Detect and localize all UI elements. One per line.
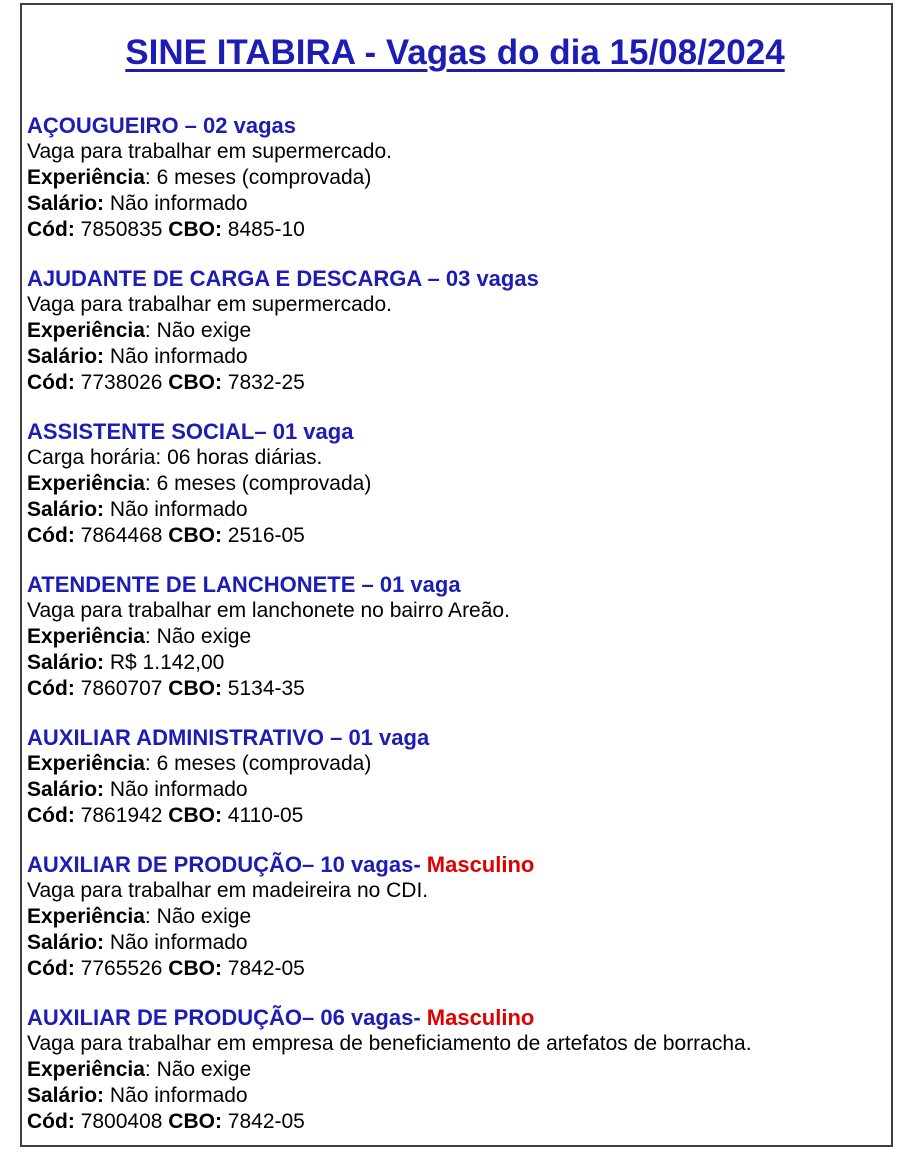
experience-label: Experiência bbox=[27, 752, 145, 775]
job-title bbox=[27, 852, 883, 878]
cbo-label: CBO: bbox=[168, 804, 222, 827]
cbo-label: CBO: bbox=[168, 1110, 222, 1133]
experience-label: Experiência bbox=[27, 166, 145, 189]
salary-label: Salário: bbox=[27, 192, 105, 215]
job-salary-line bbox=[27, 650, 883, 676]
document-page bbox=[20, 3, 893, 1147]
experience-label: Experiência bbox=[27, 319, 145, 342]
job-title-text: AUXILIAR DE PRODUÇÃO– 06 vagas- bbox=[27, 1005, 427, 1030]
job-experience-line bbox=[27, 318, 883, 344]
job-listing-assistente-social bbox=[27, 419, 883, 549]
salary-value: R$ 1.142,00 bbox=[109, 651, 225, 674]
job-code-line bbox=[27, 523, 883, 549]
job-experience-line bbox=[27, 1057, 883, 1083]
job-description: Vaga para trabalhar em empresa de beneficiamento de artefatos de borracha. bbox=[27, 1032, 752, 1055]
cbo-label: CBO: bbox=[168, 371, 222, 394]
job-title-text: ATENDENTE DE LANCHONETE – 01 vaga bbox=[27, 572, 461, 597]
job-gender-label: Masculino bbox=[426, 852, 535, 877]
job-salary-line bbox=[27, 497, 883, 523]
job-gender-label: Masculino bbox=[426, 1005, 535, 1030]
salary-label: Salário: bbox=[27, 931, 105, 954]
cbo-label: CBO: bbox=[168, 677, 222, 700]
experience-label: Experiência bbox=[27, 1058, 145, 1081]
job-listing-acougueiro bbox=[27, 113, 883, 243]
job-title bbox=[27, 572, 883, 598]
experience-value: : Não exige bbox=[144, 1058, 252, 1081]
job-experience-line bbox=[27, 904, 883, 930]
cbo-label: CBO: bbox=[168, 957, 222, 980]
cod-label: Cód: bbox=[27, 524, 75, 547]
cod-label: Cód: bbox=[27, 1110, 75, 1133]
cbo-value: 4110-05 bbox=[227, 804, 304, 827]
cod-value: 7861942 bbox=[80, 804, 163, 827]
experience-value: : Não exige bbox=[144, 625, 252, 648]
cbo-label: CBO: bbox=[168, 524, 222, 547]
job-title-text: AUXILIAR DE PRODUÇÃO– 10 vagas- bbox=[27, 852, 427, 877]
job-title bbox=[27, 725, 883, 751]
job-listing-auxiliar-producao-10 bbox=[27, 852, 883, 982]
experience-value: : Não exige bbox=[144, 319, 252, 342]
experience-label: Experiência bbox=[27, 625, 145, 648]
cbo-value: 5134-35 bbox=[227, 677, 305, 700]
job-title bbox=[27, 266, 883, 292]
cod-value: 7800408 bbox=[80, 1110, 163, 1133]
job-description: Vaga para trabalhar em supermercado. bbox=[27, 293, 392, 316]
cbo-value: 2516-05 bbox=[227, 524, 305, 547]
job-salary-line bbox=[27, 1083, 883, 1109]
job-code-line bbox=[27, 217, 883, 243]
job-listing-auxiliar-producao-06 bbox=[27, 1005, 883, 1135]
job-title bbox=[27, 113, 883, 139]
job-code-line bbox=[27, 803, 883, 829]
job-experience-line bbox=[27, 165, 883, 191]
page-title: SINE ITABIRA - Vagas do dia 15/08/2024 bbox=[125, 33, 785, 72]
salary-value: Não informado bbox=[109, 345, 248, 368]
salary-label: Salário: bbox=[27, 498, 105, 521]
experience-label: Experiência bbox=[27, 905, 145, 928]
cbo-value: 7842-05 bbox=[227, 1110, 305, 1133]
job-listing-atendente-lanchonete bbox=[27, 572, 883, 702]
job-salary-line bbox=[27, 191, 883, 217]
experience-value: : Não exige bbox=[144, 905, 252, 928]
cbo-value: 7842-05 bbox=[227, 957, 305, 980]
cod-label: Cód: bbox=[27, 957, 75, 980]
salary-value: Não informado bbox=[109, 192, 248, 215]
job-description: Vaga para trabalhar em supermercado. bbox=[27, 140, 392, 163]
job-title-text: AÇOUGUEIRO – 02 vagas bbox=[27, 113, 296, 138]
salary-value: Não informado bbox=[109, 778, 248, 801]
salary-label: Salário: bbox=[27, 345, 105, 368]
salary-value: Não informado bbox=[109, 931, 248, 954]
job-description: Carga horária: 06 horas diárias. bbox=[27, 446, 323, 469]
experience-value: : 6 meses (comprovada) bbox=[144, 472, 372, 495]
salary-label: Salário: bbox=[27, 778, 105, 801]
job-salary-line bbox=[27, 930, 883, 956]
salary-label: Salário: bbox=[27, 651, 105, 674]
job-title-text: AJUDANTE DE CARGA E DESCARGA – 03 vagas bbox=[27, 266, 539, 291]
cod-label: Cód: bbox=[27, 371, 75, 394]
job-title-text: ASSISTENTE SOCIAL– 01 vaga bbox=[27, 419, 354, 444]
job-salary-line bbox=[27, 344, 883, 370]
salary-value: Não informado bbox=[109, 498, 248, 521]
job-code-line bbox=[27, 676, 883, 702]
job-experience-line bbox=[27, 471, 883, 497]
job-code-line bbox=[27, 370, 883, 396]
job-code-line bbox=[27, 956, 883, 982]
experience-label: Experiência bbox=[27, 472, 145, 495]
job-description: Vaga para trabalhar em madeireira no CDI. bbox=[27, 879, 429, 902]
cod-label: Cód: bbox=[27, 677, 75, 700]
cod-label: Cód: bbox=[27, 218, 75, 241]
cbo-value: 7832-25 bbox=[227, 371, 305, 394]
cbo-value: 8485-10 bbox=[227, 218, 305, 241]
cod-value: 7850835 bbox=[80, 218, 163, 241]
job-title-text: AUXILIAR ADMINISTRATIVO – 01 vaga bbox=[27, 725, 430, 750]
job-title bbox=[27, 1005, 883, 1031]
job-listing-ajudante-carga-descarga bbox=[27, 266, 883, 396]
job-listing-auxiliar-administrativo bbox=[27, 725, 883, 829]
cod-value: 7860707 bbox=[80, 677, 163, 700]
cod-value: 7738026 bbox=[80, 371, 163, 394]
job-experience-line bbox=[27, 624, 883, 650]
job-description: Vaga para trabalhar em lanchonete no bairro Areão. bbox=[27, 599, 510, 622]
job-code-line bbox=[27, 1109, 883, 1135]
cod-value: 7765526 bbox=[80, 957, 163, 980]
cbo-label: CBO: bbox=[168, 218, 222, 241]
job-salary-line bbox=[27, 777, 883, 803]
cod-label: Cód: bbox=[27, 804, 75, 827]
experience-value: : 6 meses (comprovada) bbox=[144, 752, 372, 775]
job-experience-line bbox=[27, 751, 883, 777]
cod-value: 7864468 bbox=[80, 524, 163, 547]
job-title bbox=[27, 419, 883, 445]
salary-value: Não informado bbox=[109, 1084, 248, 1107]
experience-value: : 6 meses (comprovada) bbox=[144, 166, 372, 189]
salary-label: Salário: bbox=[27, 1084, 105, 1107]
